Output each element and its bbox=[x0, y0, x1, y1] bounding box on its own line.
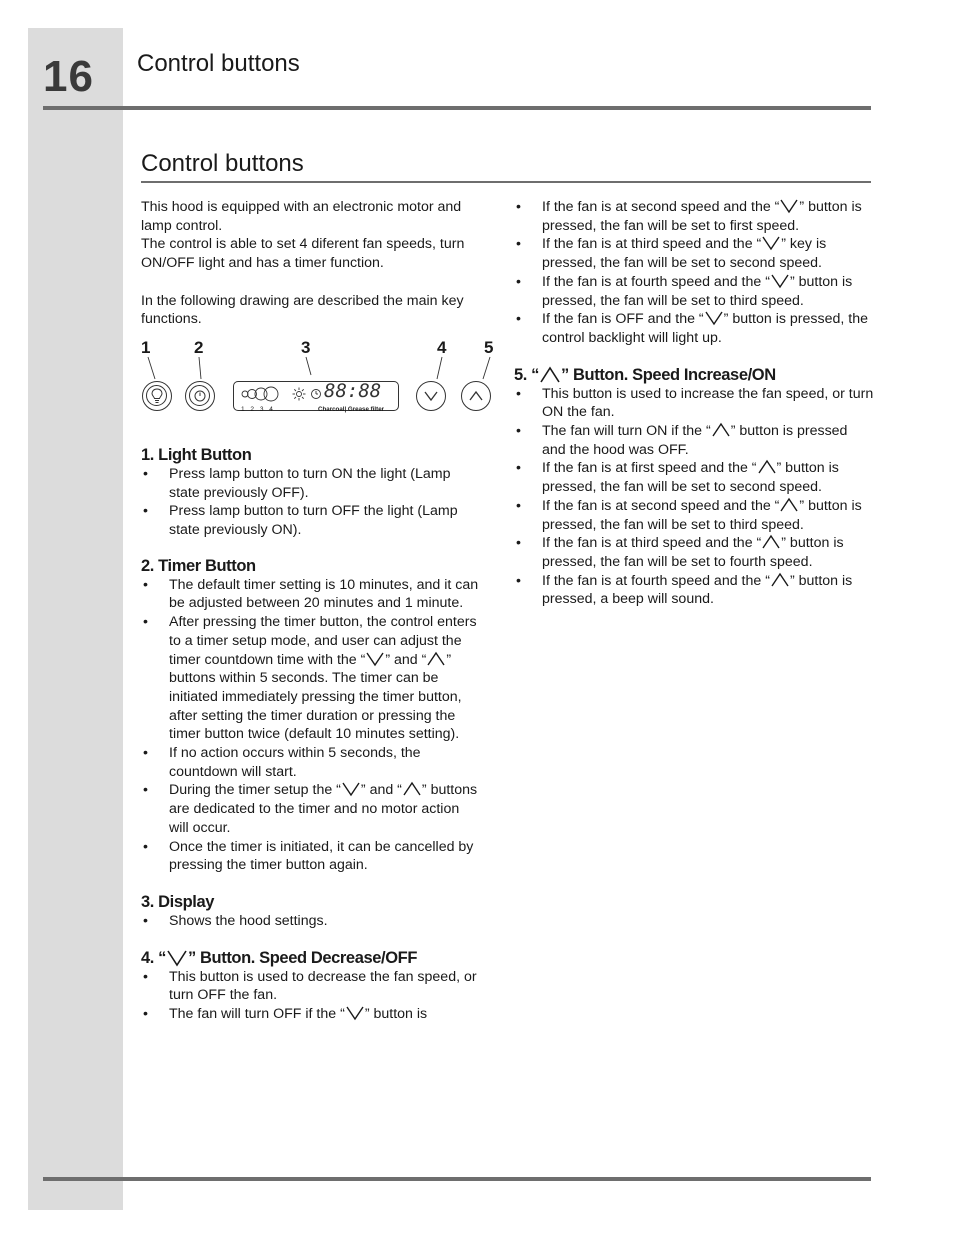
list-item: • If the fan is at third speed and the “ ” button is pressed, the fan will be set to fourth speed. bbox=[514, 534, 874, 571]
left-column bbox=[141, 198, 494, 1024]
clock-icon bbox=[310, 388, 322, 400]
display-digits: 88:88 bbox=[324, 379, 382, 402]
list-item: • If the fan is at fourth speed and the “ ” button is pressed, a beep will sound. bbox=[514, 572, 874, 609]
list-item: • The fan will turn OFF if the “ ” button is bbox=[141, 1005, 481, 1024]
fan-speed-icon bbox=[240, 386, 280, 402]
list-item: • The fan will turn ON if the “ ” button is pressed and the hood was OFF. bbox=[514, 422, 874, 459]
callout-5: 5 bbox=[484, 337, 494, 357]
timer-button-illustration bbox=[185, 381, 215, 411]
decrease-heading: 4. “ ” Button. Speed Decrease/OFF bbox=[141, 948, 418, 967]
list-item: • During the timer setup the “ ” and “ ” buttons are dedicated to the timer and no motor action will occur. bbox=[141, 781, 481, 837]
callout-3: 3 bbox=[301, 337, 311, 357]
list-item: • Shows the hood settings. bbox=[141, 912, 481, 931]
display-heading: 3. Display bbox=[141, 892, 215, 911]
callout-4: 4 bbox=[437, 337, 447, 357]
section-rule bbox=[141, 181, 871, 183]
chevron-down-icon bbox=[704, 310, 724, 326]
header-rule bbox=[43, 106, 871, 110]
list-item: • If the fan is at second speed and the “ ” button is pressed, the fan will be set to first speed. bbox=[514, 198, 874, 235]
increase-list bbox=[514, 385, 874, 609]
chevron-down-icon bbox=[761, 235, 781, 251]
decrease-list bbox=[141, 968, 481, 1024]
list-item: • This button is used to decrease the fan speed, or turn OFF the fan. bbox=[141, 968, 481, 1005]
section-title: Control buttons bbox=[141, 150, 304, 177]
sun-icon bbox=[292, 387, 306, 401]
timer-button-list bbox=[141, 576, 481, 875]
fan-speed-numbers: 1 2 3 4 bbox=[241, 405, 275, 413]
page-margin-bar bbox=[28, 28, 123, 1210]
chevron-down-icon bbox=[770, 273, 790, 289]
display-caption: Charcoal| Grease filter bbox=[318, 405, 385, 413]
list-item: • This button is used to increase the fan speed, or turn ON the fan. bbox=[514, 385, 874, 422]
timer-icon bbox=[194, 390, 206, 402]
light-button-illustration bbox=[142, 381, 172, 411]
chevron-up-icon bbox=[402, 781, 422, 797]
header-title: Control buttons bbox=[137, 50, 300, 77]
list-item: • If the fan is at first speed and the “ ” button is pressed, the fan will be set to second speed. bbox=[514, 459, 874, 496]
callout-1: 1 bbox=[141, 337, 151, 357]
callout-2: 2 bbox=[194, 337, 204, 357]
chevron-down-icon bbox=[345, 1005, 365, 1021]
chevron-up-icon bbox=[468, 390, 484, 402]
display-list bbox=[141, 912, 481, 931]
control-panel-diagram bbox=[141, 339, 496, 431]
page-number: 16 bbox=[43, 52, 94, 101]
light-button-heading: 1. Light Button bbox=[141, 445, 252, 464]
list-item: • The default timer setting is 10 minutes, and it can be adjusted between 20 minutes and 1 minute. bbox=[141, 576, 481, 613]
chevron-down-icon bbox=[779, 198, 799, 214]
list-item: • Press lamp button to turn OFF the light (Lamp state previously ON). bbox=[141, 502, 481, 539]
lightbulb-icon bbox=[151, 388, 163, 404]
chevron-down-icon bbox=[166, 949, 188, 967]
chevron-up-icon bbox=[539, 366, 561, 384]
list-item: • Once the timer is initiated, it can be cancelled by pressing the timer button again. bbox=[141, 838, 481, 875]
chevron-up-icon bbox=[711, 422, 731, 438]
chevron-up-icon bbox=[426, 651, 446, 667]
intro-paragraph: The control is able to set 4 diferent fan speeds, turn ON/OFF light and has a timer function. bbox=[141, 236, 465, 272]
list-item: • After pressing the timer button, the control enters to a timer setup mode, and user can adjust the timer countdown time with the “ ” and “ ” buttons within 5 seconds. The timer can be initiated immediately pressing the timer button, after setting the timer duration or pressing the timer button twice (default 10 minutes setting). bbox=[141, 613, 481, 744]
list-item: • If no action occurs within 5 seconds, the countdown will start. bbox=[141, 744, 481, 781]
chevron-down-icon bbox=[365, 651, 385, 667]
right-column bbox=[514, 198, 874, 609]
decrease-continued-list bbox=[514, 198, 874, 348]
list-item: • If the fan is at third speed and the “ ” key is pressed, the fan will be set to second speed. bbox=[514, 235, 874, 272]
chevron-up-icon bbox=[761, 534, 781, 550]
footer-rule bbox=[43, 1177, 871, 1181]
decrease-button-illustration bbox=[416, 381, 446, 411]
list-item: • If the fan is OFF and the “ ” button is pressed, the control backlight will light up. bbox=[514, 310, 874, 347]
list-item: • Press lamp button to turn ON the light (Lamp state previously OFF). bbox=[141, 465, 481, 502]
display-panel bbox=[233, 381, 399, 411]
increase-heading: 5. “ ” Button. Speed Increase/ON bbox=[514, 365, 776, 384]
intro-paragraph: In the following drawing are described the main key functions. bbox=[141, 292, 464, 328]
intro-paragraph: This hood is equipped with an electronic motor and lamp control. bbox=[141, 199, 462, 234]
list-item: • If the fan is at fourth speed and the “ ” button is pressed, the fan will be set to third speed. bbox=[514, 273, 874, 310]
chevron-up-icon bbox=[757, 459, 777, 475]
light-button-list bbox=[141, 465, 481, 540]
chevron-down-icon bbox=[423, 390, 439, 402]
list-item: • If the fan is at second speed and the “ ” button is pressed, the fan will be set to third speed. bbox=[514, 497, 874, 534]
chevron-up-icon bbox=[770, 572, 790, 588]
timer-button-heading: 2. Timer Button bbox=[141, 556, 256, 575]
chevron-up-icon bbox=[779, 497, 799, 513]
chevron-down-icon bbox=[341, 781, 361, 797]
increase-button-illustration bbox=[461, 381, 491, 411]
